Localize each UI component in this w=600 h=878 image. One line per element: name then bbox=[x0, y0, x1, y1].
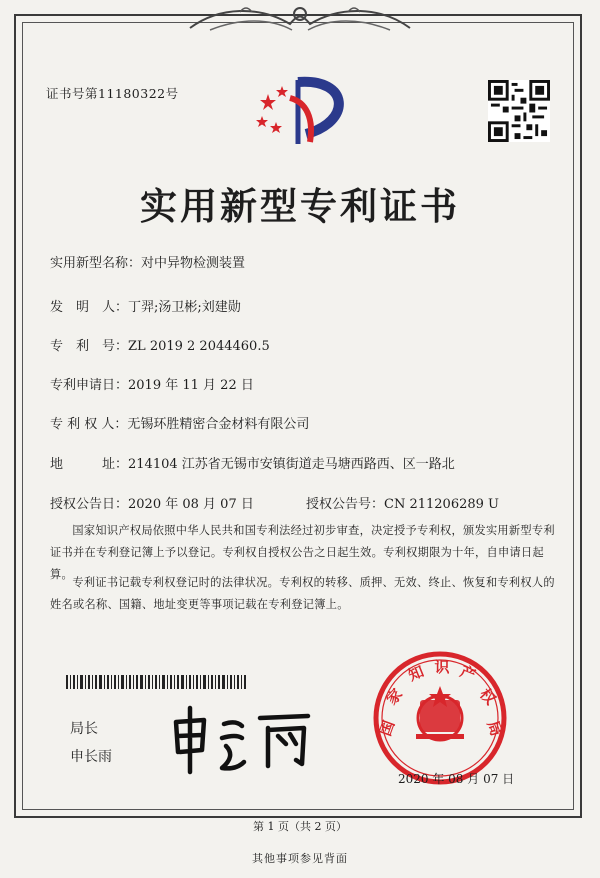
field-patent-number bbox=[50, 335, 270, 354]
field-value: CN 211206289 U bbox=[384, 497, 499, 512]
certificate-number: 证书号第11180322号 bbox=[46, 86, 179, 101]
seal-char: 局 bbox=[483, 718, 506, 739]
field-label: 实用新型名称： bbox=[50, 256, 142, 271]
back-note: 其他事项参见背面 bbox=[252, 852, 348, 865]
field-label: 专 利 号： bbox=[50, 339, 129, 354]
field-label: 授权公告号： bbox=[306, 497, 385, 512]
barcode bbox=[66, 675, 246, 689]
field-value: ZL 2019 2 2044460.5 bbox=[128, 339, 270, 354]
field-value: 2019 年 11 月 22 日 bbox=[128, 378, 254, 393]
field-label: 专 利 权 人： bbox=[50, 417, 128, 432]
field-value: 214104 江苏省无锡市安镇街道走马塘西路西、区一路北 bbox=[128, 457, 455, 472]
seal-char: 产 bbox=[457, 662, 479, 685]
certificate-title: 实用新型专利证书 bbox=[140, 185, 460, 228]
field-grant-announcement-number bbox=[306, 493, 499, 512]
field-value: 对中异物检测装置 bbox=[141, 256, 246, 271]
field-label: 地 址： bbox=[50, 457, 129, 472]
cnipa-logo bbox=[250, 72, 355, 152]
director-title: 局长 bbox=[70, 721, 98, 737]
qr-code bbox=[488, 80, 550, 142]
director-name: 申长雨 bbox=[70, 749, 112, 765]
seal-char: 权 bbox=[476, 685, 500, 709]
seal-char: 识 bbox=[434, 658, 450, 676]
handwritten-signature bbox=[168, 700, 318, 780]
body-paragraph: 专利证书记载专利权登记时的法律状况。专利权的转移、质押、无效、终止、恢复和专利权人的姓名或名称、国籍、地址变更等事项记载在专利登记簿上。 bbox=[50, 576, 555, 611]
seal-char: 家 bbox=[382, 685, 406, 709]
field-value: 2020 年 08 月 07 日 bbox=[128, 497, 254, 512]
field-grant-announcement-date bbox=[50, 493, 254, 512]
field-address bbox=[50, 453, 455, 472]
official-seal bbox=[370, 648, 510, 788]
field-utility-model-name bbox=[50, 252, 245, 271]
field-value: 丁羿;汤卫彬;刘建勋 bbox=[128, 300, 241, 315]
field-patentee bbox=[50, 413, 309, 432]
body-paragraph: 国家知识产权局依照中华人民共和国专利法经过初步审查，决定授予专利权，颁发实用新型专利证书并在专利登记簿上予以登记。专利权自授权公告之日起生效。专利权期限为十年，自申请日起算。 bbox=[50, 524, 555, 581]
field-label: 专利申请日： bbox=[50, 378, 129, 393]
field-application-date bbox=[50, 374, 254, 393]
top-ornament bbox=[180, 0, 420, 40]
seal-char: 知 bbox=[405, 662, 427, 685]
seal-date: 2020 年 08 月 07 日 bbox=[398, 772, 515, 786]
field-label: 授权公告日： bbox=[50, 497, 129, 512]
seal-char: 国 bbox=[376, 718, 399, 739]
field-label: 发 明 人： bbox=[50, 300, 129, 315]
field-value: 无锡环胜精密合金材料有限公司 bbox=[127, 417, 310, 432]
field-inventors bbox=[50, 296, 241, 315]
page-number: 第 1 页（共 2 页） bbox=[253, 820, 347, 833]
